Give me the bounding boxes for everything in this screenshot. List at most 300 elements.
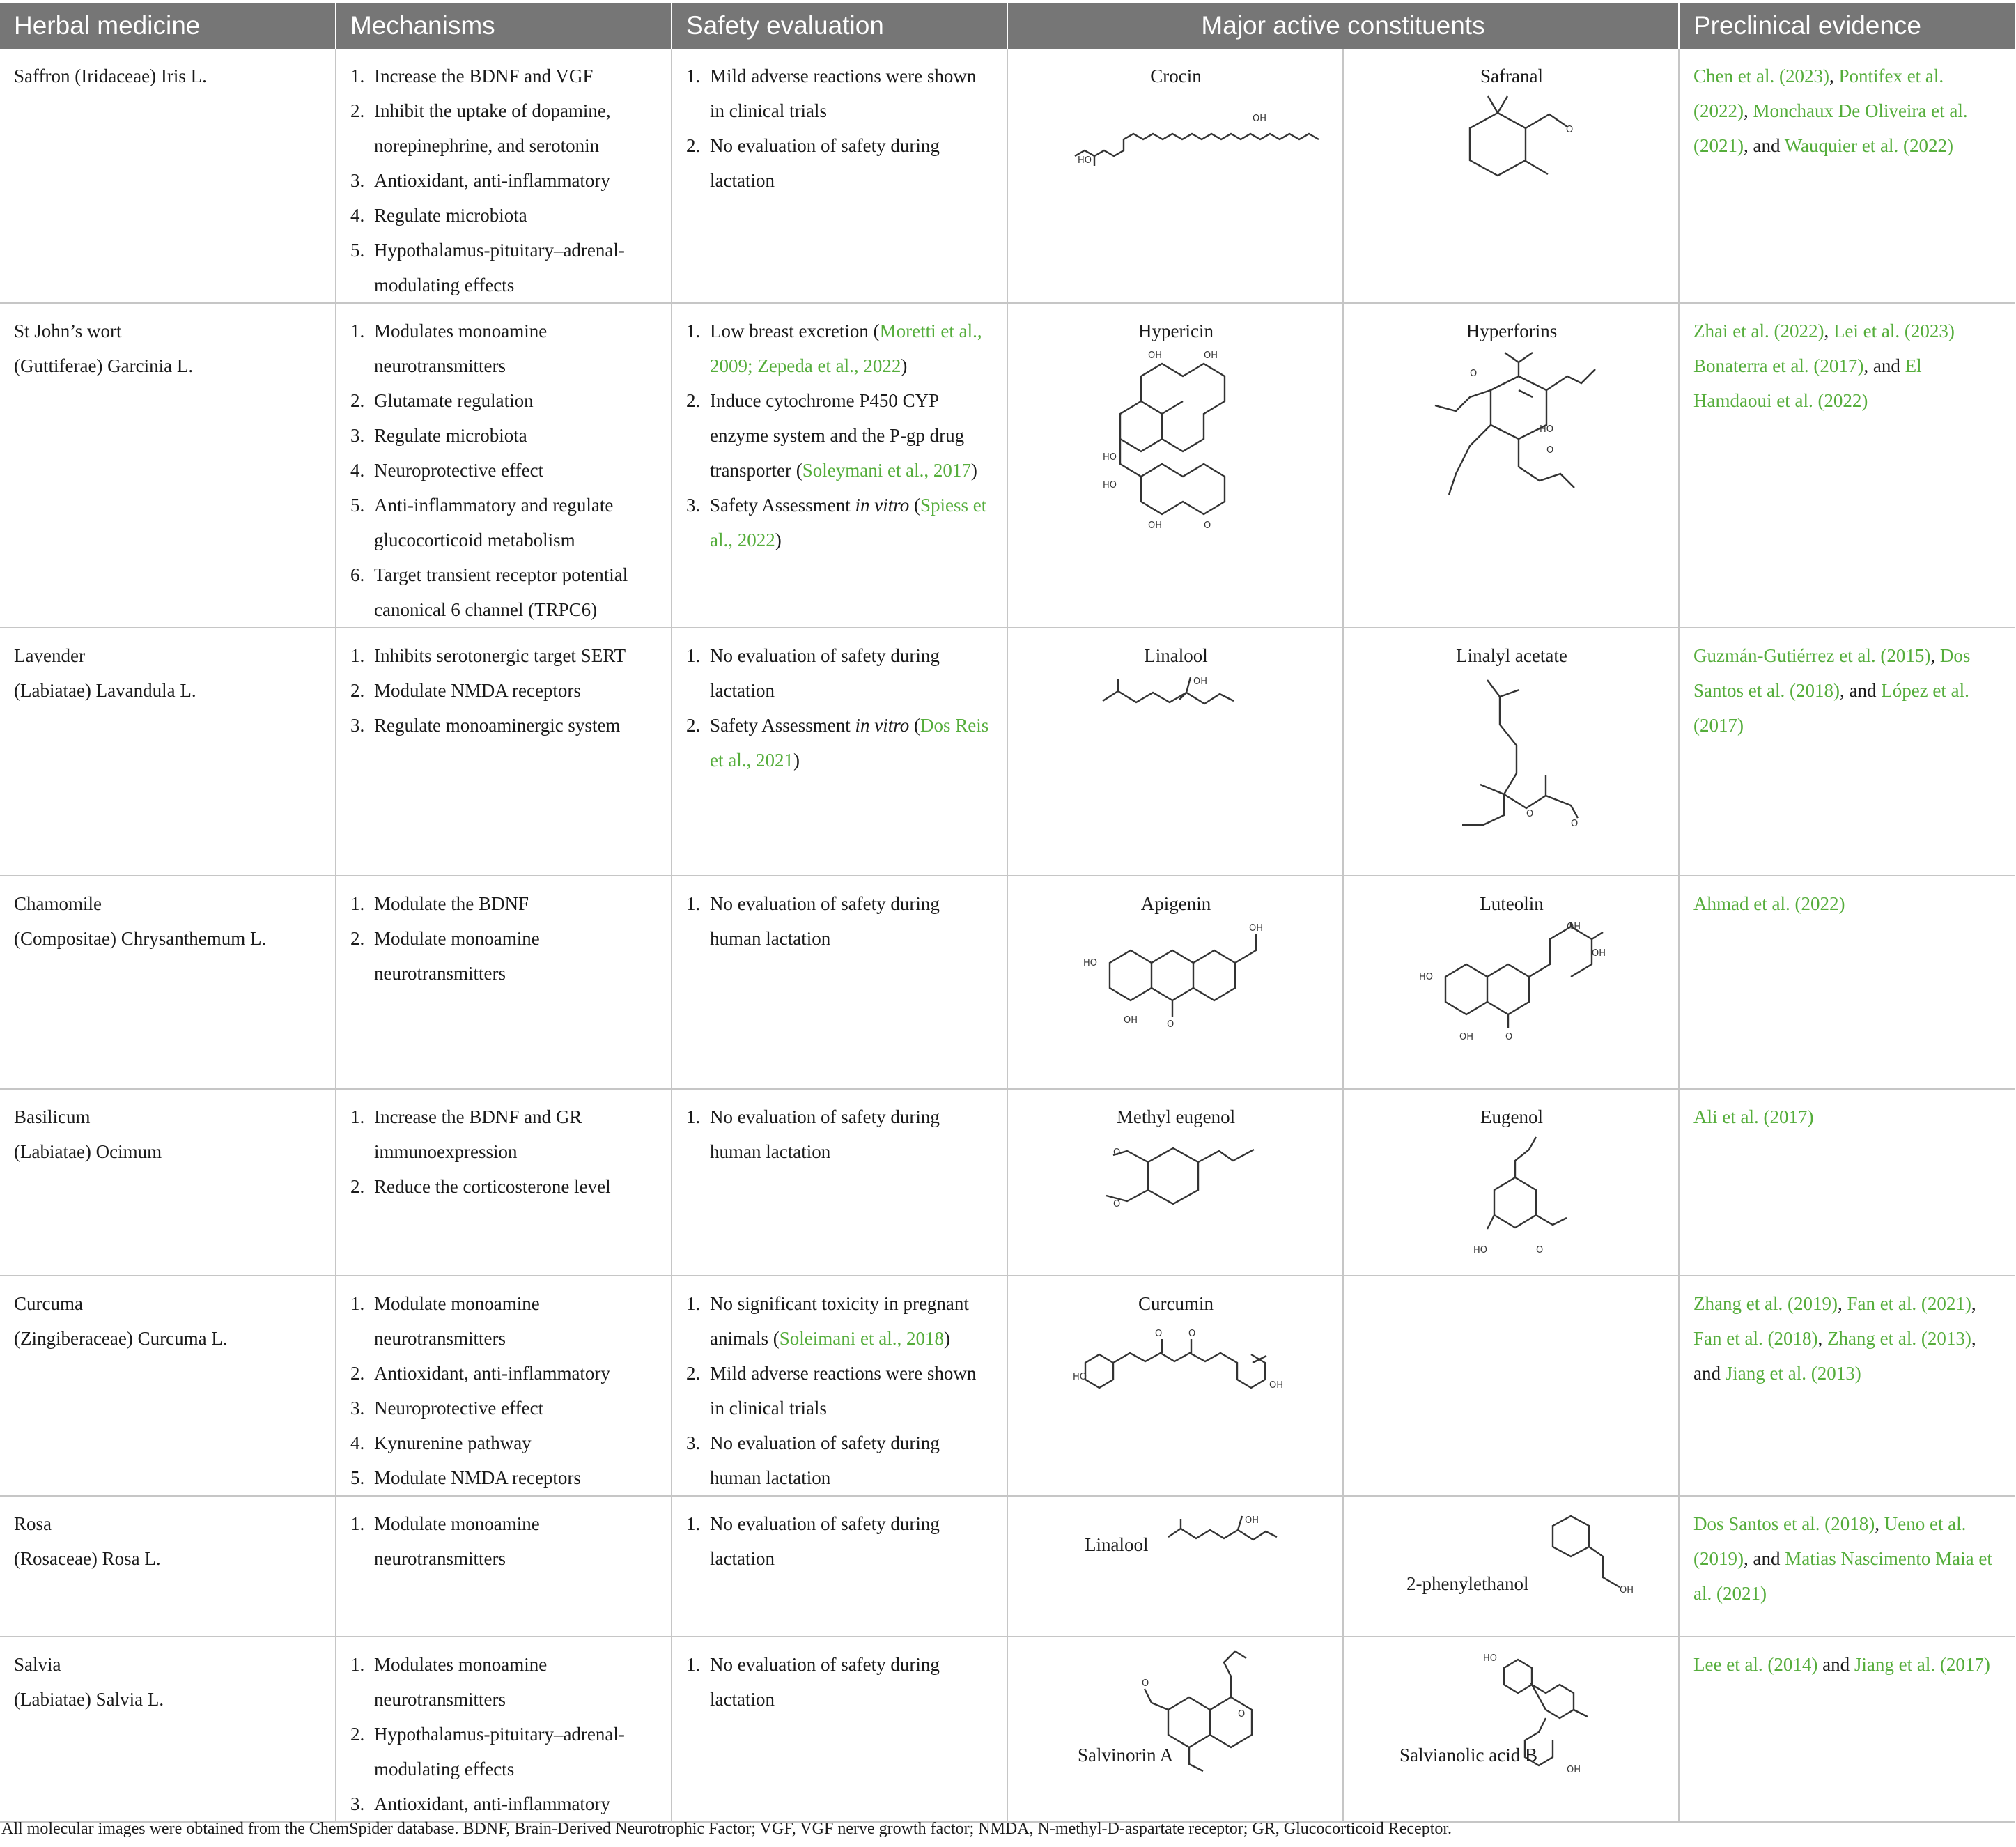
constituent-name: Curcumin — [1138, 1293, 1214, 1314]
svg-text:O: O — [1142, 1678, 1149, 1689]
reference-link[interactable]: Zhang et al. (2019) — [1693, 1293, 1838, 1314]
safety-text — [710, 1654, 940, 1710]
herb-family: (Guttiferae) Garcinia L. — [14, 355, 194, 376]
constituent-name: Linalyl acetate — [1456, 645, 1567, 666]
table-row — [0, 49, 2015, 303]
reference-link[interactable]: Jiang et al. (2017) — [1854, 1654, 1990, 1675]
svg-text:O: O — [1167, 1019, 1174, 1030]
safety-text — [710, 715, 988, 771]
text-run: No evaluation of safety during lactation — [710, 135, 940, 191]
mechanism-item — [350, 163, 658, 198]
constituent-name: Luteolin — [1480, 893, 1544, 914]
text-run: , and — [1863, 355, 1905, 376]
reference-link[interactable]: López et al. (2017) — [1693, 680, 1969, 736]
item-number: 1. — [686, 320, 701, 341]
reference-link[interactable]: Wauquier et al. (2022) — [1784, 135, 1953, 156]
mechanism-text: Modulate monoamine neurotransmitters — [374, 928, 540, 984]
safety-item — [686, 1506, 994, 1576]
item-number: 1. — [350, 645, 365, 666]
item-number: 2. — [350, 390, 365, 411]
evidence-cell — [1679, 1496, 2015, 1637]
reference-link[interactable]: Dos Reis et al., 2021 — [710, 715, 989, 771]
herb-cell — [0, 1496, 336, 1637]
herb-name: Rosa — [14, 1513, 52, 1534]
item-number: 3. — [350, 715, 365, 736]
herb-cell — [0, 1089, 336, 1276]
svg-text:O: O — [1566, 125, 1574, 135]
mechanism-item — [350, 198, 658, 233]
constituent-figure — [1358, 1647, 1666, 1817]
text-run: , and — [1743, 135, 1785, 156]
reference-link[interactable]: Lee et al. (2014) — [1693, 1654, 1818, 1675]
constituent-name: Linalool — [1085, 1534, 1149, 1555]
constituent-cell — [1007, 1637, 1343, 1822]
item-number: 3. — [350, 1793, 365, 1814]
constituent-cell — [1343, 303, 1679, 628]
text-run: , — [1930, 645, 1940, 666]
reference-link[interactable]: Ali et al. (2017) — [1693, 1106, 1814, 1127]
herb-family: (Zingiberaceae) Curcuma L. — [14, 1328, 228, 1349]
svg-text:O: O — [1113, 1147, 1121, 1158]
constituent-name: Salvianolic acid B — [1399, 1745, 1537, 1765]
constituent-cell — [1343, 1637, 1679, 1822]
mechanism-text: Modulate monoamine neurotransmitters — [374, 1513, 540, 1569]
mechanism-item — [350, 1391, 658, 1425]
evidence-text — [1693, 1506, 2003, 1611]
svg-text:HO: HO — [1073, 1372, 1087, 1382]
hypericin-structure — [1099, 348, 1253, 530]
constituent-name: Linalool — [1144, 645, 1208, 666]
reference-link[interactable]: Soleimani et al., 2018 — [779, 1328, 944, 1349]
text-run: , and — [1743, 1548, 1785, 1569]
safety-text — [710, 135, 940, 191]
text-run: ) — [793, 750, 800, 771]
reference-link[interactable]: Fan et al. (2018) — [1693, 1328, 1818, 1349]
item-number: 2. — [686, 1363, 701, 1384]
reference-link[interactable]: Bonaterra et al. (2017) — [1693, 355, 1864, 376]
svg-text:OH: OH — [1253, 114, 1267, 124]
safety-cell — [672, 49, 1007, 303]
text-run: Low breast excretion ( — [710, 320, 880, 341]
reference-link[interactable]: Ueno et al. (2019) — [1693, 1513, 1967, 1569]
mechanism-text: Modulates monoamine neurotransmitters — [374, 320, 548, 376]
svg-text:OH: OH — [1148, 350, 1163, 361]
mechanism-text: Modulate NMDA receptors — [374, 1467, 581, 1488]
reference-link[interactable]: Fan et al. (2021) — [1847, 1293, 1971, 1314]
mechanism-text: Neuroprotective effect — [374, 460, 544, 481]
mechanism-item — [350, 673, 658, 708]
text-run: ) — [970, 460, 977, 481]
reference-link[interactable]: Pontifex et al. (2022) — [1693, 65, 1944, 121]
constituent-name: Methyl eugenol — [1116, 1106, 1236, 1127]
safety-text — [710, 1106, 940, 1162]
svg-text:HO: HO — [1103, 480, 1117, 490]
table-row — [0, 1637, 2015, 1822]
reference-link[interactable]: Soleymani et al., 2017 — [802, 460, 971, 481]
mechanism-text: Modulates monoamine neurotransmitters — [374, 1654, 548, 1710]
herb-family: (Labiatae) Ocimum — [14, 1141, 162, 1162]
item-number: 2. — [686, 715, 701, 736]
constituent-cell — [1007, 1089, 1343, 1276]
curcumin-structure — [1071, 1321, 1284, 1398]
table-row — [0, 1496, 2015, 1637]
table-row — [0, 303, 2015, 628]
evidence-text — [1693, 1099, 2003, 1134]
text-run: ( — [909, 495, 920, 516]
herb-name: Basilicum — [14, 1106, 91, 1127]
svg-text:OH: OH — [1204, 350, 1218, 361]
item-number: 1. — [350, 65, 365, 86]
table-row — [0, 1089, 2015, 1276]
mechanisms-list — [350, 59, 658, 302]
mechanism-item — [350, 1506, 658, 1576]
safety-text — [710, 1363, 976, 1419]
mechanism-text: Regulate monoaminergic system — [374, 715, 621, 736]
mechanisms-cell — [336, 49, 672, 303]
text-run: , — [1875, 1513, 1884, 1534]
safety-item — [686, 1647, 994, 1717]
herb-cell — [0, 1637, 336, 1822]
2-phenylethanol-structure — [1532, 1512, 1636, 1595]
mechanism-item — [350, 1460, 658, 1495]
herb-name: Chamomile — [14, 893, 102, 914]
text-run: ( — [909, 715, 920, 736]
text-run: No significant toxicity in pregnant animals ( — [710, 1293, 969, 1349]
table-row — [0, 1276, 2015, 1496]
hyperforins-structure — [1428, 348, 1595, 536]
mechanism-item — [350, 233, 658, 302]
svg-text:OH: OH — [1567, 1765, 1581, 1775]
svg-text:OH: OH — [1245, 1515, 1259, 1526]
mechanisms-cell — [336, 628, 672, 876]
svg-text:OH: OH — [1249, 923, 1264, 934]
safety-item — [686, 59, 994, 128]
herb-family: (Labiatae) Salvia L. — [14, 1689, 164, 1710]
item-number: 3. — [686, 1432, 701, 1453]
reference-link[interactable]: Chen et al. (2023) — [1693, 65, 1829, 86]
safety-text — [710, 1293, 969, 1349]
safety-text — [710, 1513, 940, 1569]
safety-text — [710, 320, 982, 376]
safety-list — [686, 59, 994, 198]
herb-family: (Labiatae) Lavandula L. — [14, 680, 196, 701]
mechanism-text: Modulate the BDNF — [374, 893, 529, 914]
safety-item — [686, 886, 994, 956]
text-run: Safety Assessment — [710, 715, 855, 736]
mechanism-text: Increase the BDNF and VGF — [374, 65, 594, 86]
header-safety-evaluation: Safety evaluation — [672, 3, 1007, 49]
header-major-active-constituents: Major active constituents — [1007, 3, 1679, 49]
reference-link[interactable]: Dos Santos et al. (2018) — [1693, 1513, 1875, 1534]
linalyl-acetate-structure — [1432, 673, 1592, 861]
constituent-cell — [1007, 876, 1343, 1089]
text-run: No evaluation of safety during human lactation — [710, 1432, 940, 1488]
evidence-cell — [1679, 628, 2015, 876]
item-number: 1. — [350, 893, 365, 914]
mechanism-item — [350, 921, 658, 991]
evidence-text — [1693, 638, 2003, 743]
text-run: No evaluation of safety during human lactation — [710, 1106, 940, 1162]
reference-link[interactable]: Lei et al. (2023) — [1833, 320, 1955, 341]
text-run: Induce cytochrome P450 CYP enzyme system and the P-gp drug transporter ( — [710, 390, 965, 481]
constituent-cell — [1007, 49, 1343, 303]
reference-link[interactable]: Dos Santos et al. (2018) — [1693, 645, 1971, 701]
safety-item — [686, 1356, 994, 1425]
mechanisms-list — [350, 1647, 658, 1821]
svg-text:O: O — [1113, 1199, 1121, 1210]
safety-list — [686, 638, 994, 778]
safety-text — [710, 65, 976, 121]
item-number: 1. — [350, 320, 365, 341]
safety-item — [686, 314, 994, 383]
mechanisms-cell — [336, 1276, 672, 1496]
safety-item — [686, 1099, 994, 1169]
text-run: , — [1743, 100, 1753, 121]
constituent-cell — [1343, 628, 1679, 876]
reference-link[interactable]: Ahmad et al. (2022) — [1693, 893, 1845, 914]
constituent-name: Hyperforins — [1466, 320, 1558, 341]
reference-link[interactable]: Matias Nascimento Maia et al. (2021) — [1693, 1548, 1992, 1604]
safety-item — [686, 1286, 994, 1356]
herb-name: Saffron (Iridaceae) Iris L. — [14, 65, 207, 86]
constituent-figure — [1358, 1506, 1666, 1633]
mechanism-text: Antioxidant, anti-inflammatory — [374, 1363, 610, 1384]
mechanism-text: Regulate microbiota — [374, 425, 527, 446]
evidence-cell — [1679, 49, 2015, 303]
reference-link[interactable]: Monchaux De Oliveira et al. (2021) — [1693, 100, 1968, 156]
herb-name: Curcuma — [14, 1293, 83, 1314]
item-number: 3. — [350, 425, 365, 446]
herb-cell — [0, 1276, 336, 1496]
item-number: 2. — [350, 1363, 365, 1384]
item-number: 6. — [350, 564, 365, 585]
item-number: 1. — [350, 1654, 365, 1675]
mechanism-item — [350, 1647, 658, 1717]
svg-text:O: O — [1526, 809, 1534, 819]
safety-cell — [672, 1637, 1007, 1822]
constituent-name: Apigenin — [1140, 893, 1211, 914]
text-run: No evaluation of safety during human lactation — [710, 893, 940, 949]
apigenin-structure — [1082, 921, 1270, 1046]
text-run: , — [1817, 1328, 1827, 1349]
safety-item — [686, 128, 994, 198]
svg-text:OH: OH — [1148, 520, 1163, 531]
evidence-cell — [1679, 303, 2015, 628]
svg-text:O: O — [1536, 1245, 1544, 1255]
mechanism-item — [350, 1169, 658, 1204]
svg-text:OH: OH — [1193, 677, 1208, 687]
mechanism-item — [350, 1786, 658, 1821]
safety-text — [710, 495, 986, 550]
mechanism-text: Regulate microbiota — [374, 205, 527, 226]
constituent-cell — [1007, 628, 1343, 876]
header-mechanisms: Mechanisms — [336, 3, 672, 49]
table-body — [0, 49, 2015, 1822]
italic-text: in vitro — [855, 715, 910, 736]
reference-link[interactable]: Guzmán-Gutiérrez et al. (2015) — [1693, 645, 1931, 666]
header-row — [0, 3, 2015, 49]
text-run: , — [1837, 1293, 1847, 1314]
reference-link[interactable]: Zhai et al. (2022) — [1693, 320, 1824, 341]
constituent-cell — [1007, 1276, 1343, 1496]
herb-cell — [0, 628, 336, 876]
item-number: 2. — [350, 1176, 365, 1197]
herbal-medicine-table — [0, 3, 2016, 1823]
italic-text: in vitro — [855, 495, 910, 516]
safety-item — [686, 708, 994, 778]
mechanism-text: Increase the BDNF and GR immunoexpression — [374, 1106, 582, 1162]
mechanism-text: Neuroprotective effect — [374, 1398, 544, 1419]
herb-name: Lavender — [14, 645, 85, 666]
item-number: 3. — [686, 495, 701, 516]
mechanisms-list — [350, 1286, 658, 1495]
constituent-cell — [1007, 1496, 1343, 1637]
evidence-text — [1693, 314, 2003, 418]
text-run: Safety Assessment — [710, 495, 855, 516]
svg-text:O: O — [1505, 1032, 1513, 1042]
reference-link[interactable]: Jiang et al. (2013) — [1725, 1363, 1861, 1384]
svg-text:HO: HO — [1103, 452, 1117, 463]
mechanism-text: Target transient receptor potential canonical 6 channel (TRPC6) — [374, 564, 628, 620]
safety-item — [686, 488, 994, 557]
safety-item — [686, 638, 994, 708]
item-number: 5. — [350, 495, 365, 516]
svg-text:O: O — [1188, 1329, 1196, 1339]
text-run: ) — [901, 355, 908, 376]
safety-cell — [672, 1276, 1007, 1496]
constituent-cell — [1343, 1496, 1679, 1637]
table-row — [0, 628, 2015, 876]
reference-link[interactable]: El Hamdaoui et al. (2022) — [1693, 355, 1922, 411]
item-number: 1. — [350, 1293, 365, 1314]
svg-text:O: O — [1238, 1709, 1246, 1720]
constituent-cell — [1343, 1089, 1679, 1276]
item-number: 1. — [686, 1513, 701, 1534]
text-run: No evaluation of safety during lactation — [710, 645, 940, 701]
safety-text — [710, 893, 940, 949]
evidence-cell — [1679, 1637, 2015, 1822]
evidence-cell — [1679, 1089, 2015, 1276]
mechanism-item — [350, 418, 658, 453]
constituent-name: Hypericin — [1138, 320, 1214, 341]
svg-text:OH: OH — [1620, 1585, 1634, 1595]
item-number: 3. — [350, 1398, 365, 1419]
mechanism-item — [350, 1717, 658, 1786]
svg-text:HO: HO — [1083, 958, 1098, 968]
mechanism-item — [350, 638, 658, 673]
reference-link[interactable]: Zhang et al. (2013) — [1827, 1328, 1971, 1349]
mechanisms-list — [350, 1506, 658, 1576]
mechanisms-list — [350, 1099, 658, 1204]
constituent-figure — [1022, 1506, 1330, 1633]
herb-cell — [0, 49, 336, 303]
text-run: No evaluation of safety during lactation — [710, 1654, 940, 1710]
herb-family: (Rosaceae) Rosa L. — [14, 1548, 161, 1569]
item-number: 2. — [686, 135, 701, 156]
mechanism-item — [350, 1099, 658, 1169]
text-run: , and — [1839, 680, 1882, 701]
constituent-name: Salvinorin A — [1078, 1745, 1174, 1765]
safety-cell — [672, 303, 1007, 628]
safety-item — [686, 1425, 994, 1495]
svg-text:O: O — [1204, 520, 1211, 531]
mechanism-item — [350, 1286, 658, 1356]
svg-text:O: O — [1571, 819, 1579, 829]
safety-list — [686, 314, 994, 557]
svg-text:HO: HO — [1540, 424, 1554, 435]
svg-text:O: O — [1155, 1329, 1163, 1339]
mechanism-text: Modulate monoamine neurotransmitters — [374, 1293, 540, 1349]
text-run: and — [1817, 1654, 1854, 1675]
mechanisms-list — [350, 314, 658, 627]
item-number: 2. — [350, 680, 365, 701]
mechanisms-cell — [336, 1637, 672, 1822]
item-number: 5. — [350, 240, 365, 261]
safety-list — [686, 1099, 994, 1169]
text-run: , and — [1693, 1328, 1976, 1384]
reference-link[interactable]: Moretti et al., 2009; Zepeda et al., 2022 — [710, 320, 982, 376]
header-preclinical-evidence: Preclinical evidence — [1679, 3, 2015, 49]
evidence-cell — [1679, 876, 2015, 1089]
mechanism-item — [350, 453, 658, 488]
mechanism-item — [350, 1425, 658, 1460]
safety-cell — [672, 876, 1007, 1089]
svg-text:HO: HO — [1419, 972, 1434, 982]
text-run: ) — [943, 1328, 950, 1349]
svg-text:OH: OH — [1124, 1015, 1138, 1026]
safety-text — [710, 645, 940, 701]
item-number: 1. — [686, 1293, 701, 1314]
item-number: 2. — [686, 390, 701, 411]
item-number: 5. — [350, 1467, 365, 1488]
mechanisms-list — [350, 886, 658, 991]
mechanism-item — [350, 1356, 658, 1391]
item-number: 3. — [350, 170, 365, 191]
item-number: 1. — [686, 65, 701, 86]
svg-text:HO: HO — [1473, 1245, 1488, 1255]
eugenol-structure — [1452, 1134, 1571, 1274]
reference-link[interactable]: Spiess et al., 2022 — [710, 495, 987, 550]
svg-text:O: O — [1470, 369, 1478, 379]
evidence-text — [1693, 1286, 2003, 1391]
constituent-name: Eugenol — [1480, 1106, 1543, 1127]
crocin-structure — [1068, 93, 1284, 170]
mechanism-text: Inhibits serotonergic target SERT — [374, 645, 626, 666]
item-number: 1. — [350, 1513, 365, 1534]
safety-list — [686, 1286, 994, 1495]
mechanism-item — [350, 383, 658, 418]
header-herbal-medicine: Herbal medicine — [0, 3, 336, 49]
item-number: 2. — [350, 100, 365, 121]
evidence-cell — [1679, 1276, 2015, 1496]
svg-text:HO: HO — [1078, 155, 1092, 166]
item-number: 1. — [686, 893, 701, 914]
mechanism-item — [350, 708, 658, 743]
mechanism-item — [350, 59, 658, 93]
herb-cell — [0, 876, 336, 1089]
herb-cell — [0, 303, 336, 628]
mechanism-text: Glutamate regulation — [374, 390, 534, 411]
constituent-name: Safranal — [1480, 65, 1543, 86]
mechanisms-cell — [336, 1089, 672, 1276]
item-number: 1. — [686, 1654, 701, 1675]
svg-text:O: O — [1546, 445, 1554, 456]
evidence-text — [1693, 59, 2003, 163]
svg-text:HO: HO — [1483, 1653, 1498, 1664]
mechanism-item — [350, 488, 658, 557]
safety-text — [710, 390, 977, 481]
safety-cell — [672, 628, 1007, 876]
